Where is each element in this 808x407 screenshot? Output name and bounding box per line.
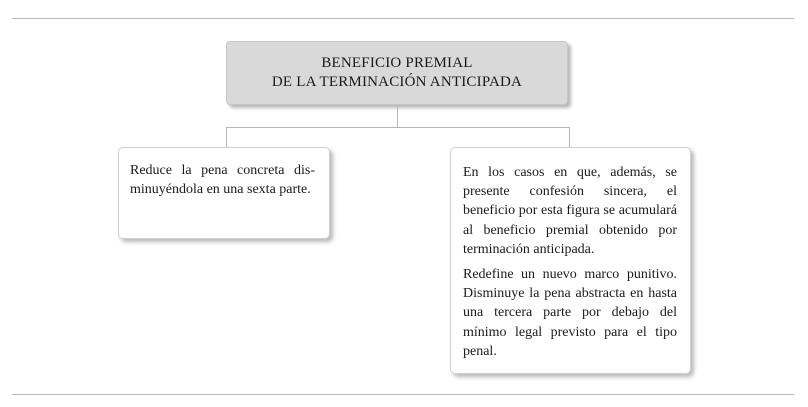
connector-stem: [397, 106, 398, 128]
title-line-2: DE LA TERMINACIÓN ANTICIPADA: [271, 74, 523, 90]
right-branch-paragraph-1: En los casos en que, además, se presente confesión sincera, el beneficio por esta figura se acumulará al beneficio premial obtenido por terminación anticipada.: [463, 165, 677, 257]
left-branch-text: Reduce la pena concreta disminuyéndola en una sexta parte.: [130, 163, 315, 198]
left-branch-box: [118, 147, 330, 239]
diagram-title-box: [226, 41, 568, 105]
connector-right-drop: [569, 127, 570, 147]
connector-left-drop: [226, 127, 227, 147]
bottom-rule: [12, 394, 794, 395]
right-branch-paragraph-2: Redefine un nuevo marco punitivo. Disminuye la pena abstracta en hasta una tercera parte por debajo del mínimo legal previsto para el tipo penal.: [463, 267, 677, 359]
right-branch-box: [450, 147, 691, 374]
title-line-1: BENEFICIO PREMIAL: [321, 55, 473, 71]
connector-bar: [226, 127, 570, 128]
top-rule: [12, 18, 794, 19]
